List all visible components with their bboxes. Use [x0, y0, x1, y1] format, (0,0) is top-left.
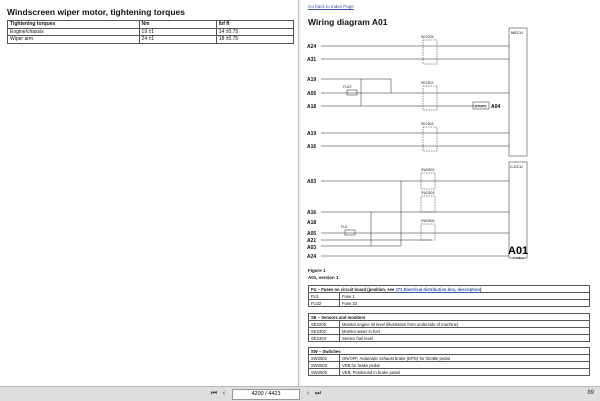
electrical-distribution-link[interactable]: 372 Electrical distribution box, description [395, 286, 480, 292]
connector-label: A05 [307, 91, 317, 97]
table-row [309, 293, 590, 300]
component-label: SE2303 [421, 122, 434, 126]
table-cell: SW2505 [309, 369, 340, 376]
first-page-icon[interactable]: ⏮ [210, 390, 218, 397]
connector-label: A16 [307, 144, 317, 150]
table-cell: Engine/chassis [8, 28, 140, 36]
table-cell: SE2303 [309, 335, 340, 342]
right-page [301, 0, 600, 386]
output-box-label: STOP3 [475, 104, 487, 109]
table-cell: SW2503 [309, 362, 340, 369]
connector-label: A19 [307, 77, 317, 83]
switch-sw2503 [421, 196, 435, 212]
table-cell: FU22 [309, 300, 340, 307]
page-number-input[interactable] [232, 389, 300, 400]
table-cell: SW2502 [309, 355, 340, 362]
table-cell: 19 ±1 [139, 28, 216, 36]
component-se2205 [423, 40, 437, 64]
section-header: SW – Switches [309, 348, 590, 355]
connector-label: A19 [307, 131, 317, 137]
ecu-label-bottom: C-ECU [510, 164, 523, 169]
big-connector-label: A01 [508, 245, 529, 257]
table-cell: FU1 [309, 293, 340, 300]
component-label: SW2503 [421, 191, 435, 195]
fuses-table [308, 285, 590, 307]
switch-sw2505 [421, 224, 435, 240]
table-row [8, 36, 294, 44]
connector-label: A03 [307, 245, 317, 251]
connector-label: A24 [307, 44, 317, 50]
torque-table [7, 20, 294, 44]
section-header: FU – Fuses on circuit board (position, see 372 Electrical distribution box, description) [309, 286, 590, 293]
table-cell: Monitor engine oil level (illustration from underside of machine) [340, 321, 590, 328]
sensors-table [308, 313, 590, 342]
table-header-row [309, 348, 590, 355]
connector-label: A31 [307, 57, 317, 63]
connector-label: A05 [307, 231, 317, 237]
column-header: Nm [139, 21, 216, 29]
table-row [309, 335, 590, 342]
last-page-icon[interactable]: ⏭ [314, 390, 322, 397]
diagram-title: Wiring diagram A01 [308, 17, 388, 27]
component-label: FU1 [341, 225, 348, 229]
section-title: Windscreen wiper motor, tightening torques [7, 7, 185, 17]
section-header: SE – Sensors and monitors [309, 314, 590, 321]
table-cell: 14 ±0.75 [216, 28, 293, 36]
fuse-fu1 [345, 230, 355, 235]
component-se2303 [423, 127, 437, 151]
table-cell: Fuse 1 [340, 293, 590, 300]
connector-label: A24 [307, 254, 317, 260]
component-se2302 [423, 86, 437, 110]
component-label: SW2505 [421, 219, 435, 223]
connector-label: A18 [307, 104, 317, 110]
left-page [0, 0, 299, 386]
output-label: A04 [491, 104, 501, 110]
table-cell: Fuse 22 [340, 300, 590, 307]
table-row [8, 28, 294, 36]
previous-page-icon[interactable]: ‹ [222, 390, 226, 397]
fuse-fu22 [347, 90, 357, 95]
table-cell: 18 ±0.75 [216, 36, 293, 44]
connector-label: A18 [307, 220, 317, 226]
connector-label: A16 [307, 210, 317, 216]
connector-label: A03 [307, 179, 317, 185]
table-row [309, 321, 590, 328]
component-label: SW2502 [421, 168, 435, 172]
connector-label: A21 [307, 238, 317, 244]
column-header: lbf ft [216, 21, 293, 29]
table-cell: VEB, Positioned in brake pedal [340, 369, 590, 376]
figure-label: Figure 1 [308, 268, 326, 273]
table-row [309, 328, 590, 335]
table-cell: Sensor fuel level [340, 335, 590, 342]
table-header-row [8, 21, 294, 29]
big-connector-sub: 1 Yellow [513, 256, 525, 260]
table-row [309, 300, 590, 307]
table-header-row [309, 314, 590, 321]
next-page-icon[interactable]: › [306, 390, 310, 397]
table-cell: SE2205 [309, 321, 340, 328]
component-label: SE2302 [421, 81, 434, 85]
ecu-box-top [509, 28, 527, 156]
wiring-diagram [301, 0, 600, 265]
switches-table [308, 347, 590, 376]
table-cell: 24 ±1 [139, 36, 216, 44]
table-cell: Monitor water in fuel [340, 328, 590, 335]
ecu-label-top: MECU [511, 30, 523, 35]
table-cell: VEB for brake pedal [340, 362, 590, 369]
table-cell: ON/OFF, Automatic exhaust brake (EPG) for throttle pedal [340, 355, 590, 362]
table-row [309, 369, 590, 376]
figure-subtitle: A01, version 1 [308, 275, 339, 280]
table-cell: SE2302 [309, 328, 340, 335]
component-label: FU22 [343, 85, 352, 89]
component-label: SE2205 [421, 35, 434, 39]
table-row [309, 362, 590, 369]
table-cell: Wiper arm [8, 36, 140, 44]
table-row [309, 355, 590, 362]
page-number-label: 89 [587, 390, 594, 396]
column-header: Tightening torques [8, 21, 140, 29]
ecu-box-bottom [509, 162, 527, 258]
viewer-statusbar [0, 386, 600, 401]
table-header-row [309, 286, 590, 293]
back-to-index-link[interactable]: Go back to Index Page [308, 4, 354, 9]
